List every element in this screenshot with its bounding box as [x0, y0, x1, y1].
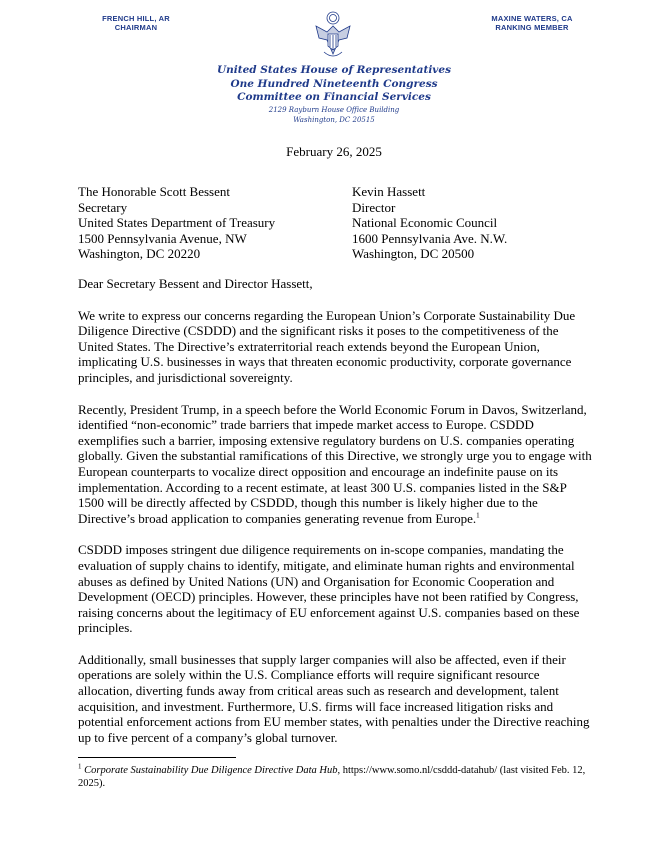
- recipient-line: 1600 Pennsylvania Ave. N.W.: [352, 230, 508, 246]
- recipient-line: National Economic Council: [352, 215, 498, 230]
- paragraph-2: [78, 402, 594, 527]
- footnote-source-title: Corporate Sustainability Due Diligence Directive Data Hub: [84, 765, 338, 776]
- recipient-line: Washington, DC 20500: [352, 246, 475, 261]
- great-seal-eagle-icon: [310, 10, 356, 62]
- letter-body: [78, 276, 594, 761]
- recipient-line: 1500 Pennsylvania Avenue, NW: [78, 230, 247, 246]
- footnote-source-details: , https://www.somo.nl/csddd-datahub/ (last visited Feb. 12, 2025).: [78, 765, 586, 789]
- recipient-line: Director: [352, 199, 396, 215]
- recipient-line: Kevin Hassett: [352, 184, 426, 199]
- letterhead-congress: One Hundred Nineteenth Congress: [230, 77, 438, 90]
- recipient-block-nec: [352, 184, 507, 262]
- ranking-member-title: RANKING MEMBER: [495, 23, 569, 32]
- chairman-title: CHAIRMAN: [114, 23, 158, 32]
- paragraph-3: CSDDD imposes stringent due diligence requirements on in-scope companies, mandating the evaluation of supply chains to identify, mitigate, and eliminate human rights and environmental abuses as defined by United Nations (UN) and Organisation for Economic Cooperation and Development (OECD) principles. However, these principles have not been ratified by Congress, raising concerns about the legitimacy of EU enforcement against U.S. companies based on these principles.: [78, 542, 580, 636]
- paragraph-4: Additionally, small businesses that supply larger companies will also be affected, even if their operations are solely within the U.S. Compliance efforts will require significant resource allocation, diverting funds away from critical areas such as research and development, talent acquisition, and investment. Furthermore, U.S. firms will face increased litigation risks and potential enforcement actions from EU member states, with penalties under the Directive reaching up to five percent of a company’s global turnover.: [78, 651, 590, 745]
- letter-date: February 26, 2025: [286, 144, 382, 159]
- footnote-divider: [78, 757, 236, 758]
- recipient-line: Secretary: [78, 199, 128, 215]
- letterhead-committee: Committee on Financial Services: [237, 91, 431, 103]
- recipient-line: United States Department of Treasury: [78, 215, 276, 230]
- letterhead-house: United States House of Representatives: [217, 64, 451, 76]
- paragraph-2-text: Recently, President Trump, in a speech before the World Economic Forum in Davos, Switzerland, identified “non-economic” trade barriers that impede market access to Europe. CSDDD exemplifies such a barrier, imposing extensive regulatory burdens on U.S. companies operating globally. Given the substantial ramifications of this Directive, we strongly urge you to engage with European counterparts to vocalize direct opposition and encourage an indefinite pause on its implementation. According to a recent estimate, at least 300 U.S. companies listed in the S&P 1500 will be directly affected by CSDDD, though this number is likely higher due to the Directive’s broad application to companies generating revenue from Europe.: [78, 401, 592, 526]
- recipient-block-treasury: [78, 184, 275, 262]
- paragraph-1: We write to express our concerns regarding the European Union’s Corporate Sustainability Due Diligence Directive (CSDDD) and the significant risks it poses to the competitiveness of the United States. The Directive’s extraterritorial reach extends beyond the European Union, implicating U.S. businesses in ways that threaten economic productivity, corporate governance principles, and jurisdictional sovereignty.: [78, 307, 576, 385]
- footnote-number: 1: [78, 762, 82, 771]
- recipient-line: Washington, DC 20220: [78, 246, 201, 261]
- letterhead-city: Washington, DC 20515: [293, 115, 375, 124]
- footnote-reference[interactable]: 1: [476, 511, 480, 520]
- ranking-member-block: [452, 14, 612, 32]
- ranking-member-name: MAXINE WATERS, CA: [491, 14, 573, 23]
- letterhead-building: 2129 Rayburn House Office Building: [268, 105, 400, 114]
- footnote: [78, 764, 598, 790]
- chairman-block: [56, 14, 216, 32]
- salutation: Dear Secretary Bessent and Director Hassett,: [78, 276, 313, 291]
- recipient-line: The Honorable Scott Bessent: [78, 184, 230, 199]
- chairman-name: FRENCH HILL, AR: [102, 14, 170, 23]
- committee-letterhead: [184, 64, 484, 125]
